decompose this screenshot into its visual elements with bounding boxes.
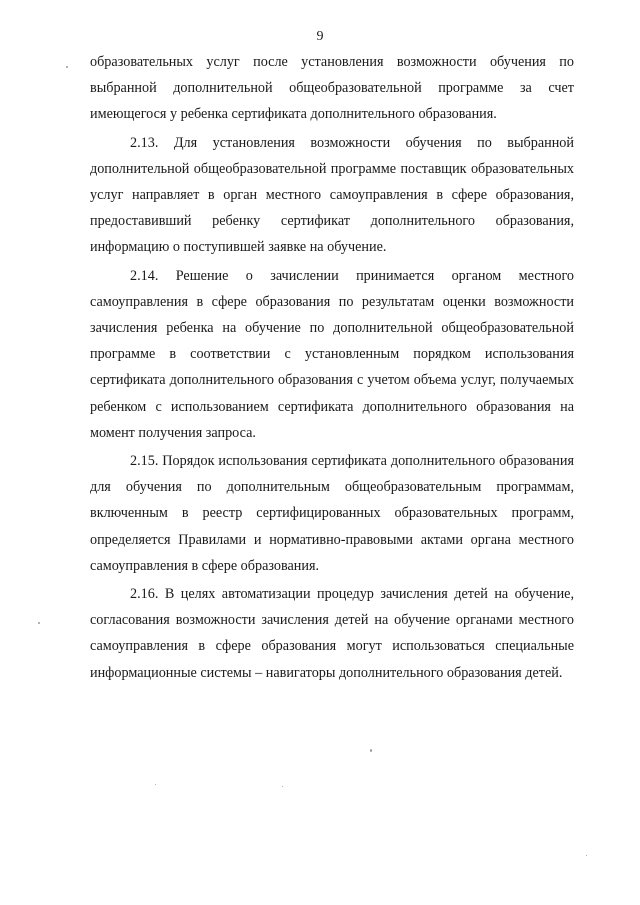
- paragraph-2-14: 2.14. Решение о зачислении принимается органом местного самоуправления в сфере образования по результатам оценки возможности зачисления ребенка на обучение по дополнительной общеобразовательной программе в соответствии с установленным порядком использования сертификата дополнительного образования с учетом объема услуг, получаемых ребенком с использованием сертификата дополнительного образования на момент получения запроса.: [90, 267, 574, 441]
- scan-speck: [155, 784, 156, 785]
- paragraph-2-13: 2.13. Для установления возможности обучения по выбранной дополнительной общеобразовательной программе поставщик образовательных услуг направляет в орган местного самоуправления в сфере образования, предоставивший ребенку сертификат дополнительного образования, информацию о поступившей заявке на обучение.: [90, 134, 574, 256]
- page-number: 9: [316, 29, 324, 44]
- paragraph-continuation: образовательных услуг после установления возможности обучения по выбранной дополнительной общеобразовательной программе за счет имеющегося у ребенка сертификата дополнительного образования.: [90, 54, 574, 123]
- document-body: [90, 49, 574, 686]
- scan-speck: [370, 749, 372, 752]
- paragraph-2-16: 2.16. В целях автоматизации процедур зачисления детей на обучение, согласования возможности зачисления детей на обучение органами местного самоуправления в сфере образования могут использоваться специальные информационные системы – навигаторы дополнительного образования детей.: [90, 586, 574, 681]
- scan-speck: [586, 855, 587, 856]
- paragraph-2-15: 2.15. Порядок использования сертификата дополнительного образования для обучения по дополнительным общеобразовательным программам, включенным в реестр сертифицированных образовательных программ, определяется Правилами и нормативно-правовыми актами органа местного самоуправления в сфере образования.: [90, 453, 574, 574]
- scan-speck: [66, 66, 68, 68]
- scan-speck: [282, 786, 283, 787]
- scan-speck: [38, 622, 40, 624]
